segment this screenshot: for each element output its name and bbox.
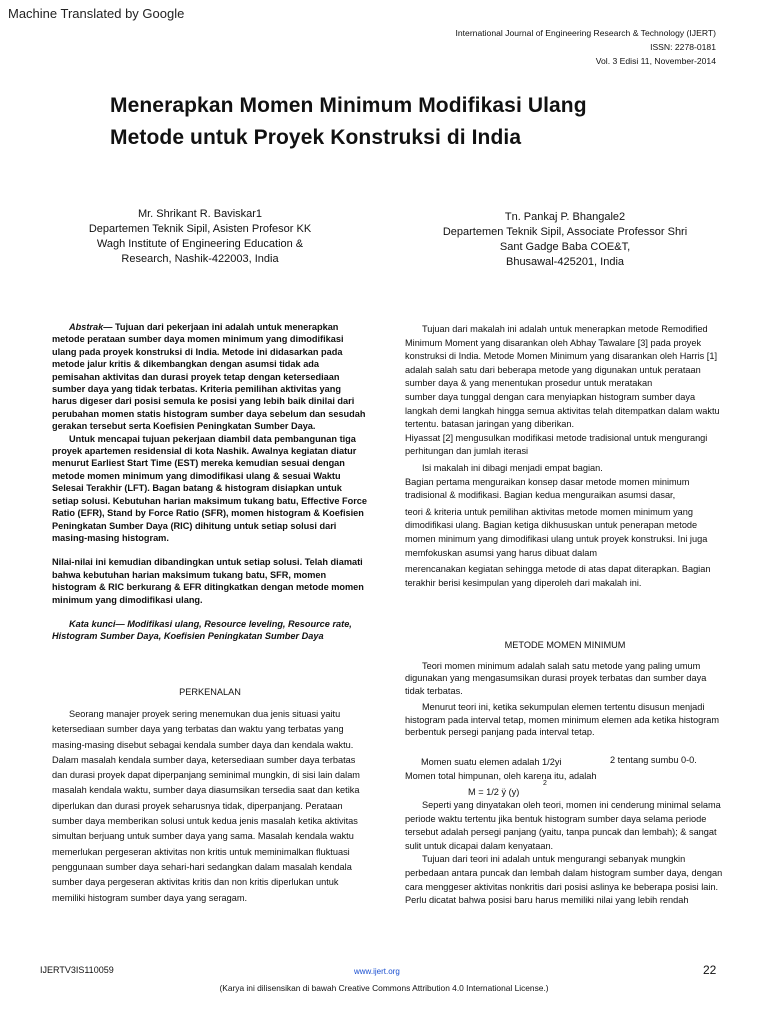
- right-paragraph-3: Hiyassat [2] mengusulkan modifikasi metode tradisional untuk mengurangi perhitungan dan jumlah iterasi: [405, 432, 708, 457]
- abstract-text-1: — Tujuan dari pekerjaan ini adalah untuk menerapkan metode perataan sumber daya momen minimum yang dimodifikasi ulang pada proyek konstruksi di India. Metode ini didasarkan pada metode jalur kritis & dikembangkan dengan asumsi tidak ada pemisahan aktivitas dan durasi proyek tetap dengan ketersediaan sumber daya yang tidak terbatas. Kriteria pemilihan aktivitas yang harus digeser dari posisi semula ke posisi yang lebih baik dinilai dari perubahan momen statis histogram sumber daya sebelum dan sesudah gerakan tersebut serta Koefisien Peningkatan Sumber Daya.: [52, 322, 366, 432]
- keywords-text: — Modifikasi ulang, Resource leveling, Resource rate, Histogram Sumber Daya, Koefisien Peningkatan Sumber Daya: [52, 618, 352, 642]
- author-2-affiliation-2: Sant Gadge Baba COE&T,: [499, 241, 631, 253]
- journal-volume: Vol. 3 Edisi 11, November-2014: [595, 56, 716, 66]
- license-notice: (Karya ini dilisensikan di bawah Creative Commons Attribution 4.0 International License.): [219, 983, 549, 993]
- journal-header: [455, 26, 716, 68]
- title-line-1: Menerapkan Momen Minimum Modifikasi Ulang: [110, 94, 587, 117]
- method-theory: [405, 799, 725, 908]
- abstract-paragraph-1: [52, 321, 368, 433]
- paper-id: IJERTV3IS110059: [40, 965, 114, 975]
- method-section: [405, 660, 725, 738]
- author-1-affiliation-2: Wagh Institute of Engineering Education &: [96, 238, 304, 250]
- abstract-paragraph-2: Untuk mencapai tujuan pekerjaan diambil data pembangunan tiga proyek apartemen residensial di kota Nashik. Awalnya kegiatan diatur menurut Earliest Start Time (EST) mereka kemudian sesuai dengan metode momen minimum yang dimodifikasi ulang & sesuai Waktu Selesai Terakhir (LFT). Bagan batang & histogram disiapkan untuk setiap solusi. Kebutuhan harian maksimum tukang batu, Effective Force Ratio (EFR), Stand by Force Ratio (SFR), momen histogram & Koefisien Peningkatan Sumber Daya (RIC) dihitung untuk setiap solusi dari masing-masing histogram.: [52, 433, 367, 543]
- right-paragraph-6: teori & kriteria untuk pemilihan aktivitas metode momen minimum yang dimodifikasi ulang. Bagian ketiga dikhususkan untuk penerapan metode momen minimum yang dimodifikasi ulang untuk proyek konstruksi. Ini juga memfokuskan asumsi yang harus dibuat dalam: [405, 506, 708, 558]
- method-paragraph-2: Menurut teori ini, ketika sekumpulan elemen tertentu disusun menjadi histogram pada interval tetap, momen minimum elemen ada ketika histogram berbentuk persegi panjang pada interval tetap.: [405, 702, 720, 738]
- journal-name: International Journal of Engineering Research & Technology (IJERT): [455, 28, 716, 38]
- moment-axis-text: 2 tentang sumbu 0-0.: [610, 755, 697, 765]
- total-moment-text: Momen total himpunan, oleh karena itu, adalah: [405, 771, 597, 781]
- author-1-name: Mr. Shrikant R. Baviskar1: [137, 208, 263, 220]
- moment-element-text: Momen suatu elemen adalah 1/2yi: [421, 757, 562, 767]
- abstract-section: [52, 321, 368, 643]
- author-1-block: [50, 207, 350, 267]
- paper-title: [110, 90, 730, 154]
- right-paragraph-1: Tujuan dari makalah ini adalah untuk menerapkan metode Remodified Minimum Moment yang disarankan oleh Abhay Tawalare [3] pada proyek konstruksi di India. Metode Momen Minimum yang disarankan oleh Harris [1] adalah salah satu dari beberapa metode yang digunakan untuk perataan sumber daya & yang menentukan prosedur untuk meratakan: [405, 324, 718, 389]
- page-number: 22: [703, 963, 717, 977]
- method-paragraph-1: Teori momen minimum adalah salah satu metode yang paling umum digunakan yang mengasumsikan durasi proyek terbatas dan sumber daya tidak terbatas.: [405, 661, 707, 696]
- method-heading: METODE MOMEN MINIMUM: [504, 640, 626, 650]
- journal-issn: ISSN: 2278-0181: [650, 42, 716, 52]
- intro-text: Seorang manajer proyek sering menemukan dua jenis situasi yaitu ketersediaan sumber daya yang terbatas dan waktu yang terbatas yang masing-masing disebut sebagai kendala sumber daya dan kendala waktu. Dalam masalah kendala sumber daya, ketersediaan sumber daya terbatas dan durasi proyek dapat diperpanjang seminimal mungkin, di sisi lain dalam masalah kendala waktu, sumber daya diasumsikan tersedia saat dan ketika diperlukan dan durasi proyek seharusnya tidak, diperpanjang. Perataan sumber daya memberikan solusi untuk kedua jenis masalah ketika aktivitas simultan berjuang untuk sumber daya yang sama. Masalah kendala waktu memerlukan pergeseran aktivitas non kritis untuk meminimalkan fluktuasi penggunaan sumber daya sehari-hari sedangkan dalam masalah kendala sumber daya pergeseran aktivitas kritis dan non kritis diperlukan untuk memiliki histogram sumber daya yang seragam.: [52, 709, 360, 903]
- author-2-affiliation-3: Bhusawal-425201, India: [505, 256, 625, 268]
- intro-heading: PERKENALAN: [179, 687, 241, 697]
- title-line-2: Metode untuk Proyek Konstruksi di India: [110, 126, 522, 149]
- author-1-affiliation-1: Departemen Teknik Sipil, Asisten Profesor KK: [88, 223, 312, 235]
- author-2-block: [405, 210, 725, 270]
- keywords-label: Kata kunci: [69, 618, 116, 629]
- method-paragraph-5: Seperti yang dinyatakan oleh teori, momen ini cenderung minimal selama periode waktu tertentu jika bentuk histogram sumber daya selama periode tersebut adalah persegi panjang (yaitu, tanpa puncak dan lembah); & sangat sulit untuk dicapai dalam kenyataan.: [405, 800, 721, 851]
- keywords: [52, 618, 368, 643]
- abstract-label: Abstrak: [69, 322, 104, 332]
- method-paragraph-6: Tujuan dari teori ini adalah untuk mengurangi sebanyak mungkin perbedaan antara puncak dan lembah dalam histogram sumber daya, dengan cara menggeser aktivitas nonkritis dari posisi aslinya ke beberapa posisi lain. Perlu dicatat bahwa posisi baru harus memiliki nilai yang lebih rendah: [405, 854, 723, 906]
- machine-translation-banner: Machine Translated by Google: [8, 6, 185, 21]
- right-paragraph-5: Bagian pertama menguraikan konsep dasar metode momen minimum tradisional & modifikasi. Bagian kedua menguraikan asumsi dasar,: [405, 476, 690, 501]
- author-1-affiliation-3: Research, Nashik-422003, India: [121, 253, 279, 265]
- journal-link[interactable]: www.ijert.org: [354, 967, 400, 976]
- author-2-affiliation-1: Departemen Teknik Sipil, Associate Professor Shri: [442, 226, 688, 238]
- right-paragraph-4: Isi makalah ini dibagi menjadi empat bagian.: [422, 462, 603, 473]
- intro-paragraph: [52, 707, 368, 906]
- formula-exponent: 2: [543, 780, 547, 787]
- author-2-name: Tn. Pankaj P. Bhangale2: [504, 211, 626, 223]
- abstract-paragraph-3: Nilai-nilai ini kemudian dibandingkan untuk setiap solusi. Telah diamati bahwa kebutuhan harian maksimum tukang batu, SFR, momen histogram & RIC berkurang & EFR ditingkatkan dengan metode momen minimum yang dimodifikasi ulang.: [52, 557, 364, 605]
- right-paragraph-2: sumber daya tunggal dengan cara menyiapkan histogram sumber daya langkah demi langkah hingga semua aktivitas telah ditempatkan dalam waktu tertentu. batasan jaringan yang diberikan.: [405, 391, 720, 430]
- introduction-continued: [405, 323, 725, 590]
- moment-formula: M = 1/2 ÿ (y): [468, 787, 520, 797]
- right-paragraph-7: merencanakan kegiatan sehingga metode di atas dapat diterapkan. Bagian terakhir berisi kesimpulan yang diperoleh dari makalah ini.: [405, 564, 711, 588]
